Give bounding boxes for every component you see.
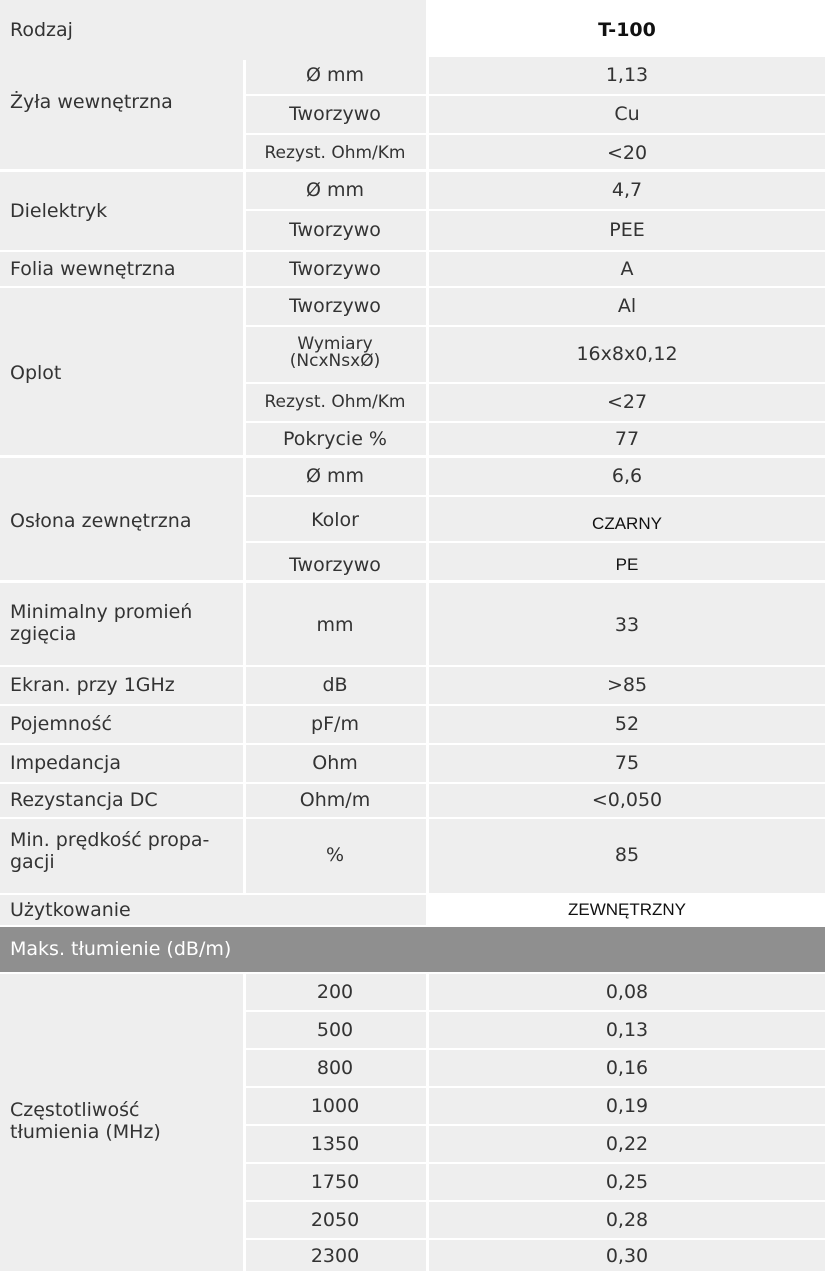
property-value: ZEWNĘTRZNY	[567, 900, 687, 919]
param-label: Rezyst. Ohm/Km	[264, 392, 406, 412]
type-label: Rodzaj	[10, 19, 73, 41]
param-label: Ø mm	[305, 64, 364, 86]
property-value: 85	[614, 844, 640, 866]
attenuation-value: 0,13	[605, 1019, 649, 1041]
param-value: <27	[606, 391, 648, 413]
param-value: 1,13	[605, 64, 649, 86]
attenuation-value: 0,22	[605, 1133, 649, 1155]
property-name: Min. prędkość propa-gacji	[10, 829, 210, 873]
property-unit: Ohm	[312, 752, 358, 774]
property-name: Użytkowanie	[10, 899, 131, 921]
property-name: Ekran. przy 1GHz	[10, 674, 175, 696]
frequency: 1350	[310, 1133, 360, 1155]
param-label: Tworzywo	[289, 103, 381, 125]
param-label: Kolor	[311, 509, 359, 531]
property-value: >85	[606, 674, 648, 696]
property-unit: mm	[316, 614, 354, 636]
param-label: Tworzywo	[289, 295, 381, 317]
group-name: Osłona zewnętrzna	[10, 510, 192, 532]
param-label: Tworzywo	[289, 258, 381, 280]
attenuation-value: 0,28	[605, 1209, 649, 1231]
param-label: Tworzywo	[289, 554, 381, 576]
group-name: Oplot	[10, 362, 62, 384]
cell-bg	[0, 57, 243, 169]
param-value: 77	[614, 428, 640, 450]
property-unit: Ohm/m	[299, 789, 371, 811]
property-value: 33	[614, 614, 640, 636]
param-value: 16x8x0,12	[576, 343, 678, 365]
frequency: 500	[316, 1019, 354, 1041]
param-label-subscript: (NcxNsxØ)	[289, 351, 381, 371]
param-value: CZARNY	[592, 514, 662, 533]
frequency: 1000	[310, 1095, 360, 1117]
param-label: Ø mm	[305, 179, 364, 201]
attenuation-group-name: Częstotliwość tłumienia (MHz)	[10, 1099, 161, 1143]
group-name: Żyła wewnętrzna	[10, 91, 173, 113]
frequency: 2050	[310, 1209, 360, 1231]
frequency: 200	[316, 981, 354, 1003]
param-label: Tworzywo	[289, 219, 381, 241]
attenuation-value: 0,19	[605, 1095, 649, 1117]
property-name: Impedancja	[10, 752, 121, 774]
param-value: Cu	[614, 103, 640, 125]
property-value: 75	[614, 752, 640, 774]
param-label: Rezyst. Ohm/Km	[264, 143, 406, 163]
param-value: PE	[615, 555, 639, 574]
property-value: <0,050	[591, 789, 663, 811]
property-value: 52	[614, 713, 640, 735]
property-name: Minimalny promień zgięcia	[10, 601, 193, 645]
param-value: 6,6	[611, 465, 643, 487]
group-name: Dielektryk	[10, 200, 108, 222]
attenuation-value: 0,08	[605, 981, 649, 1003]
frequency: 800	[316, 1057, 354, 1079]
property-name: Rezystancja DC	[10, 789, 158, 811]
param-label: Ø mm	[305, 465, 364, 487]
param-value: A	[620, 258, 634, 280]
group-name: Folia wewnętrzna	[10, 258, 176, 280]
type-value: T-100	[598, 19, 656, 41]
property-unit: dB	[322, 674, 348, 696]
param-value: 4,7	[611, 179, 643, 201]
property-unit: pF/m	[311, 713, 359, 735]
attenuation-value: 0,25	[605, 1171, 649, 1193]
param-value: Al	[617, 295, 637, 317]
param-label: Wymiary	[297, 334, 373, 354]
param-value: <20	[606, 142, 648, 164]
attenuation-value: 0,16	[605, 1057, 649, 1079]
param-value: PEE	[609, 219, 645, 241]
param-label: Pokrycie %	[283, 428, 387, 450]
frequency: 1750	[310, 1171, 360, 1193]
frequency: 2300	[310, 1245, 360, 1267]
property-unit: %	[325, 844, 345, 866]
property-name: Pojemność	[10, 713, 112, 735]
attenuation-value: 0,30	[605, 1245, 649, 1267]
attenuation-title: Maks. tłumienie (dB/m)	[10, 938, 232, 960]
